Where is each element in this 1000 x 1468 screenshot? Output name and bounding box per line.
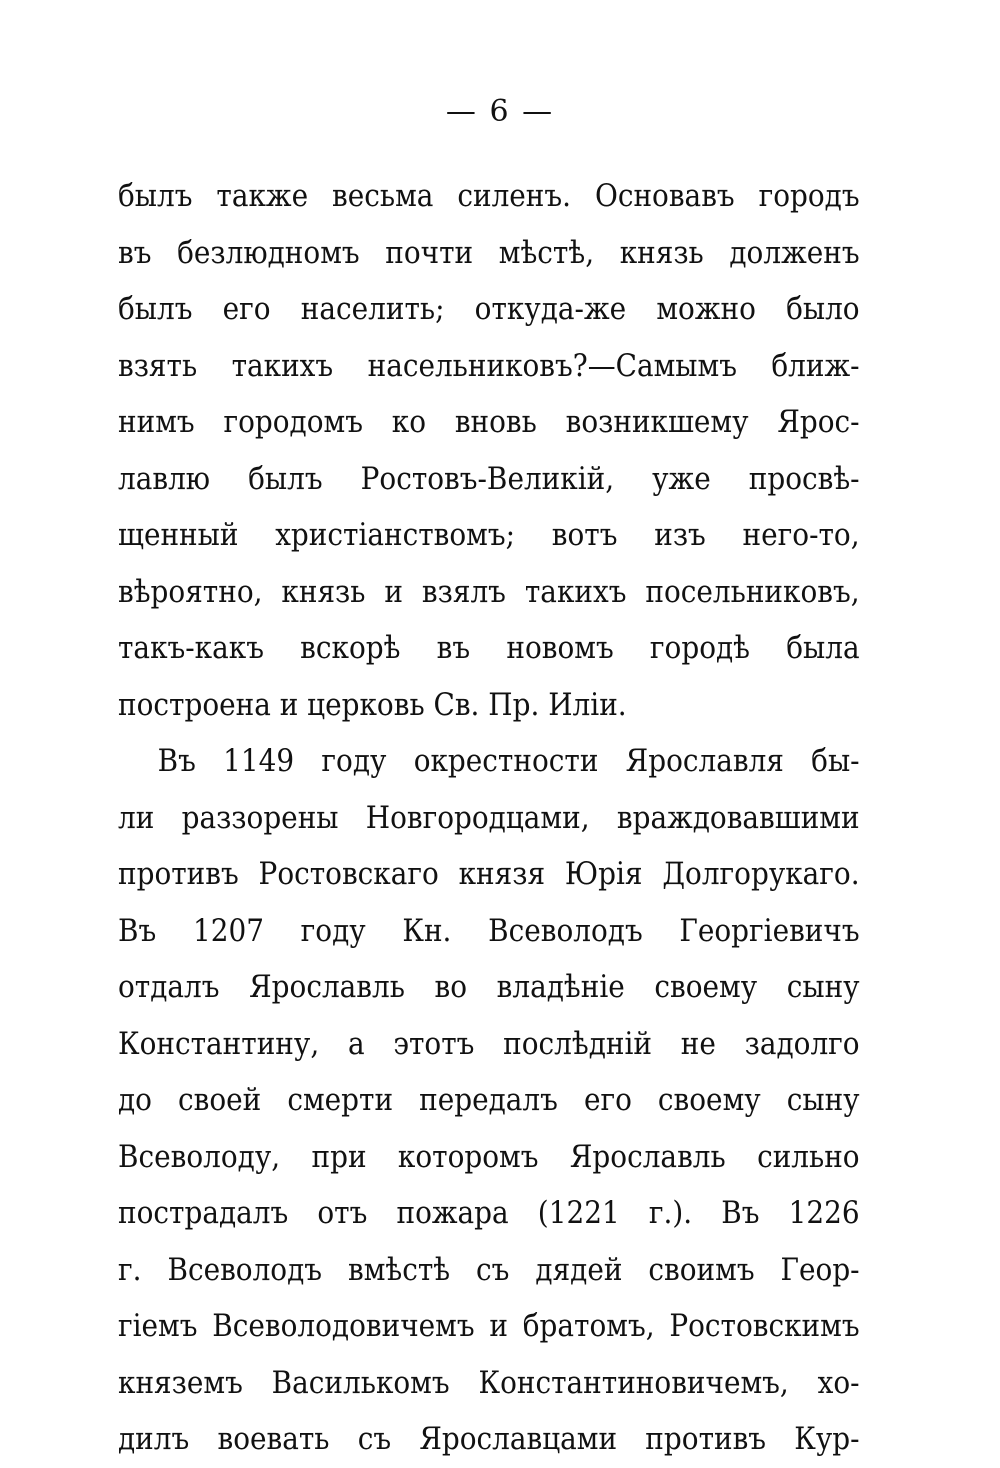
text-line: пострадалъ отъ пожара (1221 г.). Въ 1226 [118,1195,860,1231]
text-line: былъ его населить; откуда-же можно было [118,291,860,327]
text-line-paragraph-start: Въ 1149 году окрестности Ярославля бы- [157,743,860,779]
text-line: лавлю былъ Ростовъ-Великій, уже просвѣ- [118,460,860,497]
text-line: отдалъ Ярославль во владѣніе своему сыну [118,969,860,1005]
body-text [118,168,860,1468]
text-line: Всеволоду, при которомъ Ярославль сильно [118,1138,860,1175]
text-line: Въ 1207 году Кн. Всеволодъ Георгіевичъ [118,912,860,949]
text-line: г. Всеволодъ вмѣстѣ съ дядей своимъ Геор- [118,1251,860,1288]
text-line: княземъ Василькомъ Константиновичемъ, хо- [118,1364,860,1401]
text-line: до своей смерти передалъ его своему сыну [118,1082,860,1118]
text-line: дилъ воевать съ Ярославцами противъ Кур- [118,1421,860,1457]
text-line: нимъ городомъ ко вновь возникшему Ярос- [118,404,860,440]
text-line: взять такихъ насельниковъ?—Самымъ ближ- [118,347,860,384]
text-line: ли раззорены Новгородцами, враждовавшими [118,799,860,836]
text-line: противъ Ростовскаго князя Юрія Долгорукаго. [118,856,860,892]
text-line: Константину, а этотъ послѣдній не задолго [118,1025,860,1062]
text-line: былъ также весьма силенъ. Основавъ городъ [118,178,860,214]
text-line: гіемъ Всеволодовичемъ и братомъ, Ростовскимъ [118,1308,860,1344]
text-line-paragraph-end: построена и церковь Св. Пр. Иліи. [118,686,627,723]
text-line: такъ-какъ вскорѣ въ новомъ городѣ была [118,630,860,666]
text-line: щенный христіанствомъ; вотъ изъ него-то, [118,517,860,553]
text-line: въ безлюдномъ почти мѣстѣ, князь долженъ [118,234,860,271]
page-number: — 6 — [445,94,555,129]
text-line: вѣроятно, князь и взялъ такихъ посельниковъ, [118,573,860,610]
